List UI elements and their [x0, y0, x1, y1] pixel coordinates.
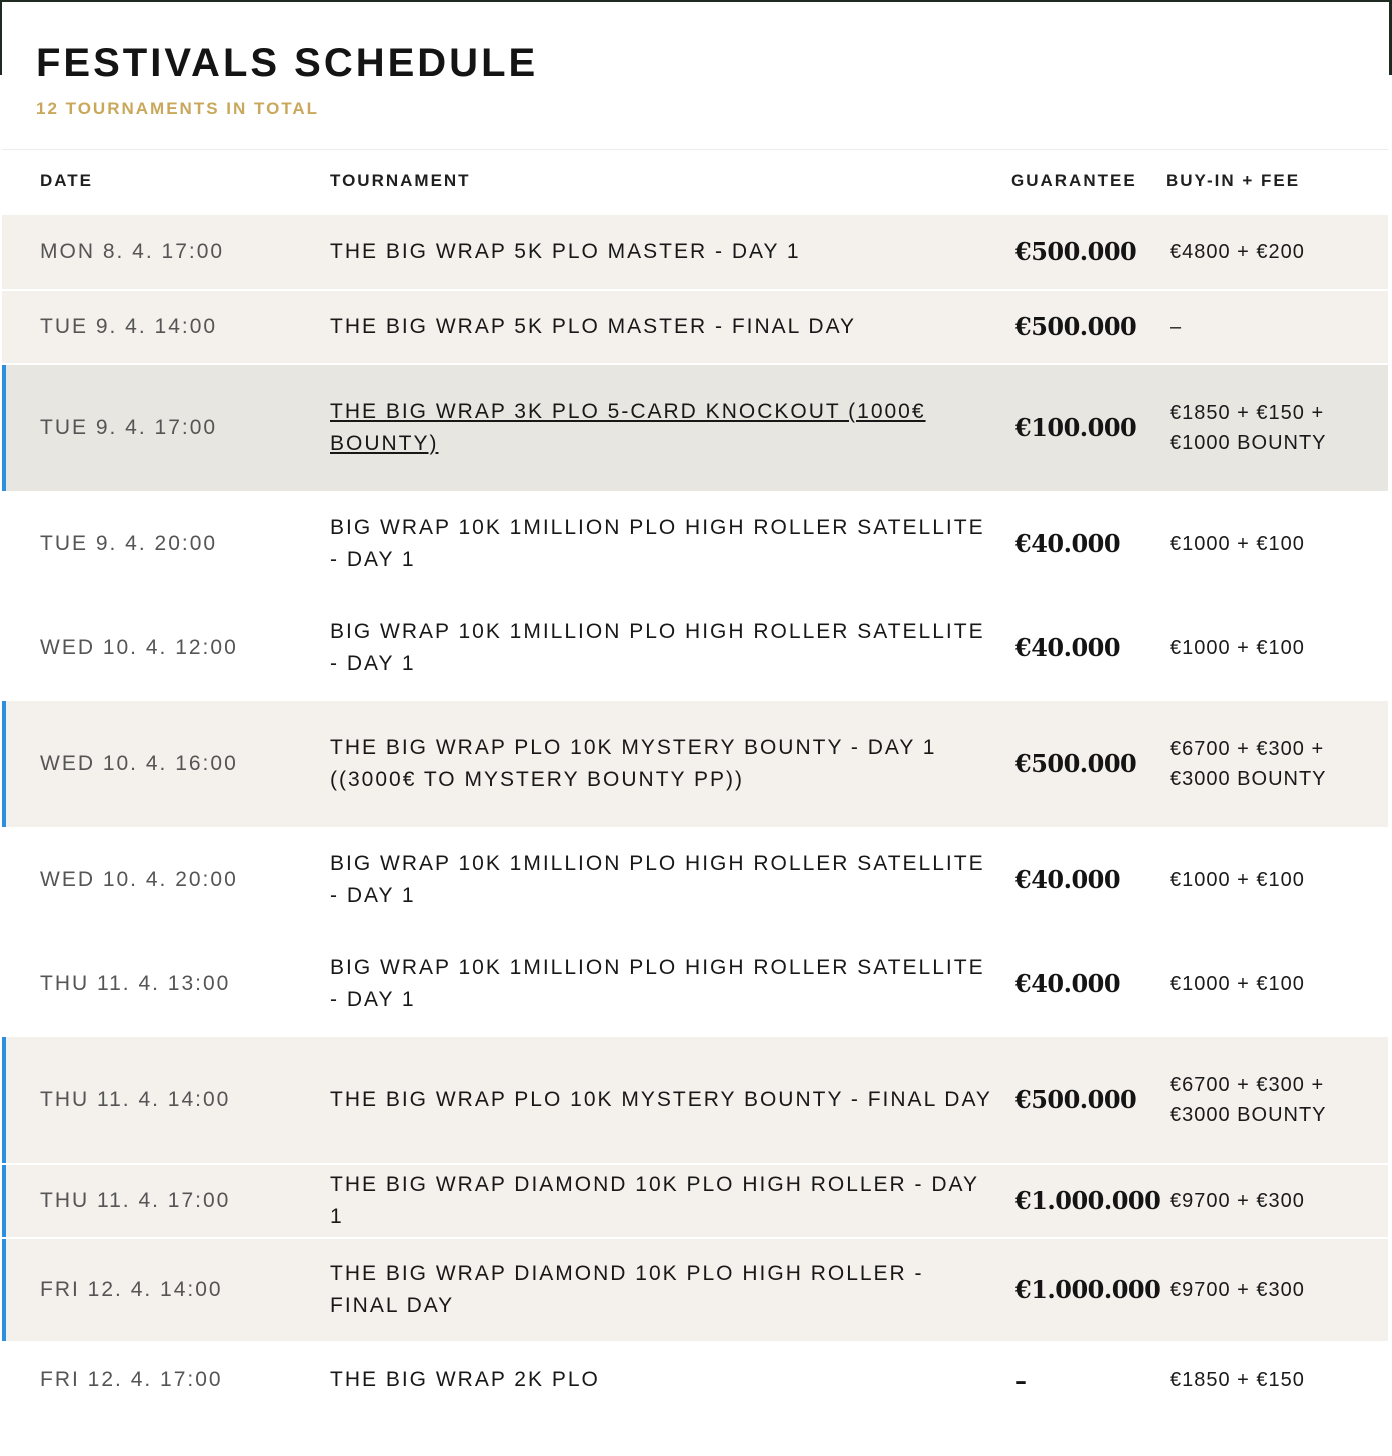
row-guarantee: €100.000 [1015, 413, 1137, 442]
row-buyin: €6700 + €300 + €3000 BOUNTY [1170, 737, 1327, 790]
row-guarantee: €40.000 [1015, 633, 1121, 662]
left-border [0, 0, 2, 75]
row-date: THU 11. 4. 17:00 [2, 1164, 290, 1238]
tournament-count: 12 TOURNAMENTS IN TOTAL [36, 99, 320, 118]
row-tournament: THE BIG WRAP 5K PLO MASTER - FINAL DAY [330, 314, 857, 338]
page-title: FESTIVALS SCHEDULE [36, 41, 539, 85]
row-date: FRI 12. 4. 17:00 [40, 1368, 223, 1391]
schedule-header [36, 40, 538, 119]
row-buyin: €4800 + €200 [1170, 240, 1305, 263]
row-date: WED 10. 4. 16:00 [2, 700, 290, 828]
row-buyin: €9700 + €300 [1170, 1189, 1305, 1212]
row-guarantee: €1.000.000 [1015, 1186, 1161, 1215]
row-date: TUE 9. 4. 17:00 [2, 364, 290, 492]
row-buyin: €9700 + €300 [1170, 1278, 1305, 1301]
table-row[interactable] [2, 364, 1388, 492]
table-row[interactable] [2, 700, 1388, 828]
row-date: FRI 12. 4. 14:00 [2, 1238, 290, 1342]
row-guarantee: €500.000 [1015, 749, 1137, 778]
table-header-row [2, 150, 1388, 214]
header-tournament: TOURNAMENT [330, 171, 471, 191]
row-tournament: THE BIG WRAP 2K PLO [330, 1368, 600, 1391]
row-buyin: – [1170, 315, 1183, 338]
row-tournament: THE BIG WRAP PLO 10K MYSTERY BOUNTY - FINAL DAY [330, 1087, 992, 1111]
row-guarantee: €40.000 [1015, 969, 1121, 998]
row-buyin: €1000 + €100 [1170, 532, 1305, 555]
row-date: TUE 9. 4. 14:00 [40, 314, 218, 338]
table-row[interactable] [2, 1342, 1388, 1418]
row-buyin: €1000 + €100 [1170, 636, 1305, 659]
row-guarantee: €500.000 [1015, 312, 1137, 341]
row-tournament: THE BIG WRAP 5K PLO MASTER - DAY 1 [330, 239, 801, 263]
table-row[interactable] [2, 1164, 1388, 1238]
table-row[interactable] [2, 492, 1388, 596]
row-date: MON 8. 4. 17:00 [40, 239, 225, 263]
table-row[interactable] [2, 932, 1388, 1036]
table-row[interactable] [2, 596, 1388, 700]
row-buyin: €1850 + €150 + €1000 BOUNTY [1170, 401, 1327, 454]
row-guarantee: €500.000 [1015, 1085, 1137, 1114]
header-date: DATE [40, 171, 94, 191]
row-buyin: €6700 + €300 + €3000 BOUNTY [1170, 1073, 1327, 1126]
table-row[interactable] [2, 214, 1388, 290]
row-tournament: BIG WRAP 10K 1MILLION PLO HIGH ROLLER SATELLITE - DAY 1 [330, 851, 985, 907]
table-row[interactable] [2, 828, 1388, 932]
row-buyin: €1000 + €100 [1170, 868, 1305, 891]
row-date: THU 11. 4. 13:00 [40, 971, 231, 995]
row-tournament: THE BIG WRAP DIAMOND 10K PLO HIGH ROLLER - FINAL DAY [330, 1261, 924, 1317]
row-date: WED 10. 4. 20:00 [40, 867, 238, 891]
row-buyin: €1000 + €100 [1170, 972, 1305, 995]
row-tournament: THE BIG WRAP DIAMOND 10K PLO HIGH ROLLER - DAY 1 [330, 1172, 979, 1228]
schedule-table [2, 149, 1388, 1418]
table-row[interactable] [2, 1036, 1388, 1164]
row-tournament: BIG WRAP 10K 1MILLION PLO HIGH ROLLER SATELLITE - DAY 1 [330, 955, 985, 1011]
row-date: THU 11. 4. 14:00 [2, 1036, 290, 1164]
row-date: TUE 9. 4. 20:00 [40, 531, 218, 555]
table-row[interactable] [2, 1238, 1388, 1342]
row-guarantee: €500.000 [1015, 237, 1137, 266]
header-buyin: BUY-IN + FEE [1166, 171, 1301, 191]
row-guarantee: – [1015, 1365, 1027, 1395]
row-guarantee: €40.000 [1015, 529, 1121, 558]
row-guarantee: €1.000.000 [1015, 1275, 1161, 1304]
row-buyin: €1850 + €150 [1170, 1369, 1305, 1391]
header-guarantee: GUARANTEE [1011, 171, 1137, 191]
row-date: WED 10. 4. 12:00 [40, 635, 238, 659]
top-border [0, 0, 1392, 2]
row-guarantee: €40.000 [1015, 865, 1121, 894]
tournament-link[interactable]: THE BIG WRAP 3K PLO 5-CARD KNOCKOUT (1000€ BOUNTY) [330, 399, 926, 455]
row-tournament: THE BIG WRAP PLO 10K MYSTERY BOUNTY - DAY 1 ((3000€ TO MYSTERY BOUNTY PP)) [330, 735, 937, 791]
table-row[interactable] [2, 290, 1388, 364]
row-tournament [290, 364, 1001, 492]
row-tournament: BIG WRAP 10K 1MILLION PLO HIGH ROLLER SATELLITE - DAY 1 [330, 619, 985, 675]
row-tournament: BIG WRAP 10K 1MILLION PLO HIGH ROLLER SATELLITE - DAY 1 [330, 515, 985, 571]
